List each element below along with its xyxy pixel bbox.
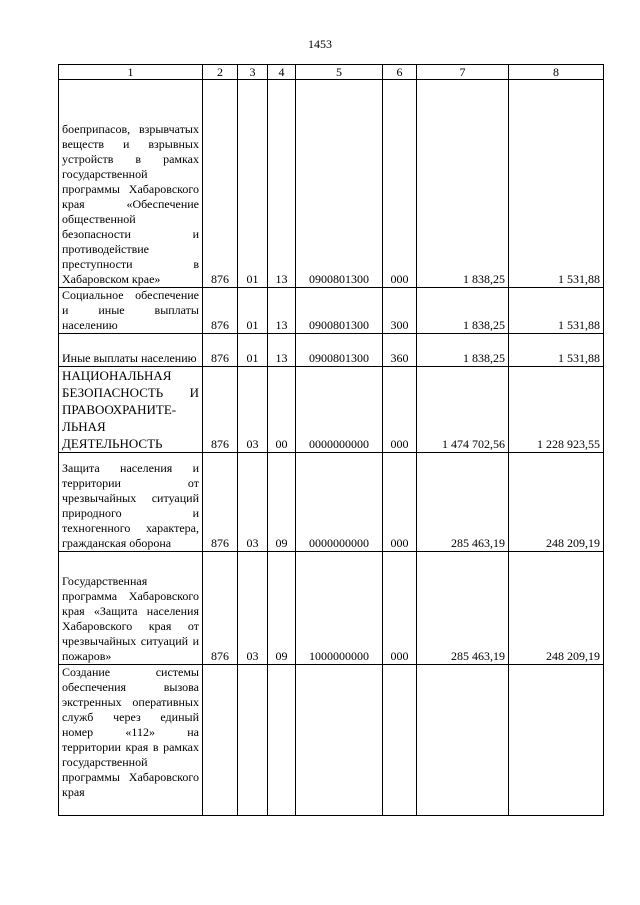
- cell-ministry-code: 876: [203, 80, 238, 288]
- table-row: [59, 453, 604, 552]
- cell-ministry-code: 876: [203, 367, 238, 453]
- cell-subsection: [268, 665, 296, 816]
- table-header-row: [59, 65, 604, 80]
- cell-amount-1: 1 838,25: [417, 288, 509, 334]
- row-name: Иные выплаты населению: [59, 334, 203, 367]
- cell-ministry-code: 876: [203, 288, 238, 334]
- column-header: 5: [296, 65, 383, 80]
- cell-subsection: 09: [268, 552, 296, 665]
- cell-expense-type: 000: [383, 80, 417, 288]
- cell-expense-type: 000: [383, 367, 417, 453]
- cell-target-article: 0900801300: [296, 80, 383, 288]
- table-row: [59, 552, 604, 665]
- column-header: 6: [383, 65, 417, 80]
- cell-target-article: 0000000000: [296, 453, 383, 552]
- cell-amount-2: 1 531,88: [509, 334, 604, 367]
- cell-subsection: 09: [268, 453, 296, 552]
- row-name: Создание системы обеспечения вызова экстренных оперативных служб через единый номер «112» на территории края в рамках государственной программы Хабаровского края: [59, 665, 203, 816]
- cell-expense-type: 000: [383, 552, 417, 665]
- cell-target-article: [296, 665, 383, 816]
- table-row: [59, 334, 604, 367]
- cell-section: [238, 665, 268, 816]
- cell-subsection: 00: [268, 367, 296, 453]
- cell-amount-2: [509, 665, 604, 816]
- budget-table: [58, 64, 604, 816]
- page-number: 1453: [308, 37, 332, 51]
- cell-amount-1: 1 838,25: [417, 80, 509, 288]
- cell-expense-type: 000: [383, 453, 417, 552]
- cell-target-article: 1000000000: [296, 552, 383, 665]
- cell-ministry-code: 876: [203, 552, 238, 665]
- table-row: [59, 367, 604, 453]
- cell-amount-2: 1 531,88: [509, 288, 604, 334]
- cell-target-article: 0000000000: [296, 367, 383, 453]
- cell-target-article: 0900801300: [296, 288, 383, 334]
- cell-section: 01: [238, 80, 268, 288]
- cell-expense-type: 300: [383, 288, 417, 334]
- cell-target-article: 0900801300: [296, 334, 383, 367]
- cell-expense-type: 360: [383, 334, 417, 367]
- cell-section: 03: [238, 453, 268, 552]
- cell-amount-2: 1 228 923,55: [509, 367, 604, 453]
- cell-amount-2: 248 209,19: [509, 552, 604, 665]
- table-row: [59, 288, 604, 334]
- cell-section: 01: [238, 334, 268, 367]
- cell-amount-2: 248 209,19: [509, 453, 604, 552]
- row-name: Социальное обеспечение и иные выплаты населению: [59, 288, 203, 334]
- cell-section: 01: [238, 288, 268, 334]
- column-header: 4: [268, 65, 296, 80]
- column-header: 1: [59, 65, 203, 80]
- row-name-section-heading: НАЦИОНАЛЬНАЯ БЕЗОПАСНОСТЬ И ПРАВООХРАНИТЕ-ЛЬНАЯ ДЕЯТЕЛЬНОСТЬ: [59, 367, 203, 453]
- cell-ministry-code: [203, 665, 238, 816]
- cell-ministry-code: 876: [203, 453, 238, 552]
- cell-section: 03: [238, 552, 268, 665]
- cell-amount-1: [417, 665, 509, 816]
- row-name: Государственная программа Хабаровского края «Защита населения Хабаровского края от чрезвычайных ситуаций и пожаров»: [59, 552, 203, 665]
- column-header: 3: [238, 65, 268, 80]
- cell-amount-1: 285 463,19: [417, 453, 509, 552]
- cell-ministry-code: 876: [203, 334, 238, 367]
- cell-subsection: 13: [268, 288, 296, 334]
- cell-amount-1: 285 463,19: [417, 552, 509, 665]
- cell-amount-1: 1 474 702,56: [417, 367, 509, 453]
- table-row: [59, 80, 604, 288]
- column-header: 2: [203, 65, 238, 80]
- cell-amount-2: 1 531,88: [509, 80, 604, 288]
- cell-subsection: 13: [268, 334, 296, 367]
- cell-subsection: 13: [268, 80, 296, 288]
- table-row: [59, 665, 604, 816]
- column-header: 8: [509, 65, 604, 80]
- cell-expense-type: [383, 665, 417, 816]
- row-name: Защита населения и территории от чрезвычайных ситуаций природного и техногенного характера, гражданская оборона: [59, 453, 203, 552]
- cell-section: 03: [238, 367, 268, 453]
- column-header: 7: [417, 65, 509, 80]
- cell-amount-1: 1 838,25: [417, 334, 509, 367]
- row-name: боеприпасов, взрывчатых веществ и взрывных устройств в рамках государственной программы Хабаровского края «Обеспечение общественной безопасности и противодействие преступности в Хабаровском крае»: [59, 80, 203, 288]
